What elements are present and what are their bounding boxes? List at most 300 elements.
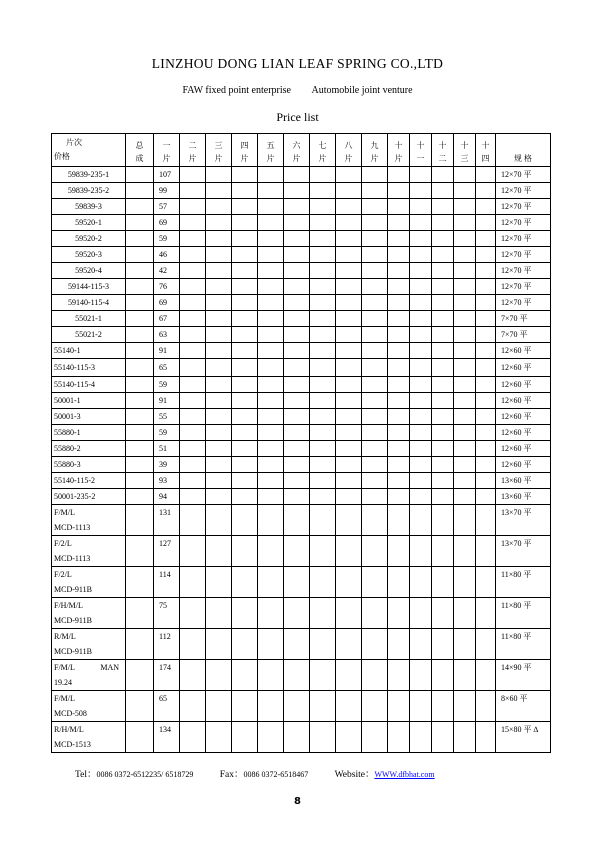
empty-cell [388,359,410,377]
empty-cell [258,295,284,311]
empty-cell [336,473,362,489]
empty-cell [454,343,476,359]
empty-cell [410,691,432,722]
empty-cell [232,263,258,279]
model-cell: 55140-115-4 [52,377,126,393]
price-cell: 112 [154,629,180,660]
empty-cell [362,473,388,489]
empty-cell [126,425,154,441]
model-cell: 59144-115-3 [52,279,126,295]
empty-cell [206,598,232,629]
table-row [52,183,551,199]
empty-cell [388,263,410,279]
empty-cell [454,660,476,691]
empty-cell [336,441,362,457]
empty-cell [206,295,232,311]
empty-cell [362,691,388,722]
empty-cell [362,183,388,199]
empty-cell [126,199,154,215]
empty-cell [476,231,496,247]
piece-header-line1: 十 [460,141,469,150]
spec-header-cell: 规 格 [496,134,551,167]
empty-cell [362,536,388,567]
empty-cell [336,263,362,279]
empty-cell [476,598,496,629]
spec-cell: 13×70 平 [496,505,551,536]
model-line1: F/2/L [54,570,72,579]
empty-cell [126,489,154,505]
empty-cell [284,567,310,598]
empty-cell [284,183,310,199]
model-line2: MCD-911B [54,585,92,594]
empty-cell [336,629,362,660]
piece-header-cell [310,134,336,167]
empty-cell [126,505,154,536]
empty-cell [126,263,154,279]
model-extra: MAN [100,663,119,672]
empty-cell [454,691,476,722]
empty-cell [180,263,206,279]
empty-cell [388,343,410,359]
empty-cell [310,629,336,660]
empty-cell [180,343,206,359]
empty-cell [232,425,258,441]
piece-header-line2: 片 [240,154,249,163]
empty-cell [454,215,476,231]
empty-cell [476,359,496,377]
empty-cell [180,167,206,183]
empty-cell [476,441,496,457]
empty-cell [432,598,454,629]
empty-cell [206,199,232,215]
table-header-row [52,134,551,167]
empty-cell [476,722,496,753]
empty-cell [432,691,454,722]
table-row [52,199,551,215]
empty-cell [454,505,476,536]
empty-cell [284,457,310,473]
model-cell [52,536,126,567]
empty-cell [232,393,258,409]
empty-cell [258,377,284,393]
table-row [52,327,551,343]
empty-cell [206,505,232,536]
empty-cell [410,359,432,377]
empty-cell [410,457,432,473]
empty-cell [410,629,432,660]
empty-cell [284,247,310,263]
spec-cell: 12×70 平 [496,247,551,263]
empty-cell [410,231,432,247]
empty-cell [362,377,388,393]
empty-cell [258,473,284,489]
price-cell: 127 [154,536,180,567]
empty-cell [180,295,206,311]
empty-cell [206,722,232,753]
empty-cell [362,505,388,536]
empty-cell [126,722,154,753]
empty-cell [206,393,232,409]
model-cell: 55880-1 [52,425,126,441]
table-row [52,167,551,183]
empty-cell [258,691,284,722]
model-cell [52,598,126,629]
model-cell: 59140-115-4 [52,295,126,311]
empty-cell [410,489,432,505]
empty-cell [336,377,362,393]
empty-cell [180,199,206,215]
empty-cell [284,722,310,753]
model-cell: 59520-4 [52,263,126,279]
empty-cell [432,489,454,505]
piece-header-cell [432,134,454,167]
company-subtitle [0,85,595,96]
price-cell: 76 [154,279,180,295]
spec-cell: 13×60 平 [496,489,551,505]
piece-header-cell [454,134,476,167]
empty-cell [258,409,284,425]
empty-cell [232,567,258,598]
empty-cell [476,295,496,311]
empty-cell [310,231,336,247]
empty-cell [180,691,206,722]
empty-cell [258,263,284,279]
empty-cell [310,215,336,231]
empty-cell [284,425,310,441]
empty-cell [362,263,388,279]
empty-cell [284,359,310,377]
empty-cell [232,409,258,425]
empty-cell [284,393,310,409]
empty-cell [476,567,496,598]
price-cell: 107 [154,167,180,183]
empty-cell [284,199,310,215]
tel-value: 0086 0372-6512235/ 6518729 [96,770,194,779]
empty-cell [388,377,410,393]
empty-cell [476,327,496,343]
empty-cell [362,660,388,691]
empty-cell [180,393,206,409]
empty-cell [454,393,476,409]
empty-cell [206,536,232,567]
piece-header-cell [232,134,258,167]
total-header-line2: 成 [135,154,144,163]
empty-cell [454,598,476,629]
empty-cell [232,247,258,263]
empty-cell [476,536,496,567]
empty-cell [126,183,154,199]
spec-cell: 14×90 平 [496,660,551,691]
price-cell: 91 [154,393,180,409]
empty-cell [180,425,206,441]
spec-cell: 11×80 平 [496,629,551,660]
piece-header-line1: 四 [240,141,249,150]
empty-cell [232,311,258,327]
empty-cell [180,279,206,295]
model-cell: 59520-1 [52,215,126,231]
empty-cell [388,473,410,489]
empty-cell [476,473,496,489]
empty-cell [258,327,284,343]
table-row [52,598,551,629]
empty-cell [410,567,432,598]
empty-cell [410,343,432,359]
empty-cell [362,567,388,598]
empty-cell [206,263,232,279]
table-row [52,393,551,409]
empty-cell [388,598,410,629]
empty-cell [310,377,336,393]
piece-header-cell [180,134,206,167]
empty-cell [362,167,388,183]
model-cell [52,505,126,536]
spec-cell: 15×80 平 ∆ [496,722,551,753]
spec-cell: 12×70 平 [496,231,551,247]
empty-cell [388,441,410,457]
empty-cell [126,660,154,691]
empty-cell [336,457,362,473]
empty-cell [258,247,284,263]
empty-cell [284,441,310,457]
empty-cell [362,215,388,231]
empty-cell [336,393,362,409]
empty-cell [432,167,454,183]
spec-cell: 12×70 平 [496,279,551,295]
model-cell: 59839-235-2 [52,183,126,199]
empty-cell [126,167,154,183]
empty-cell [284,311,310,327]
empty-cell [126,567,154,598]
table-row [52,231,551,247]
empty-cell [232,489,258,505]
empty-cell [180,722,206,753]
empty-cell [126,231,154,247]
empty-cell [476,279,496,295]
empty-cell [310,660,336,691]
empty-cell [258,457,284,473]
empty-cell [410,598,432,629]
empty-cell [310,598,336,629]
empty-cell [180,567,206,598]
spec-cell: 12×70 平 [496,199,551,215]
price-cell: 93 [154,473,180,489]
piece-header-cell [476,134,496,167]
empty-cell [432,425,454,441]
empty-cell [336,231,362,247]
empty-cell [388,327,410,343]
empty-cell [206,167,232,183]
empty-cell [454,327,476,343]
empty-cell [476,167,496,183]
empty-cell [310,343,336,359]
empty-cell [362,489,388,505]
empty-cell [362,279,388,295]
empty-cell [206,691,232,722]
table-row [52,505,551,536]
table-row [52,536,551,567]
empty-cell [432,409,454,425]
empty-cell [284,629,310,660]
empty-cell [180,473,206,489]
empty-cell [126,441,154,457]
empty-cell [336,598,362,629]
empty-cell [180,359,206,377]
piece-header-line1: 六 [292,141,301,150]
empty-cell [362,199,388,215]
piece-header-cell [388,134,410,167]
empty-cell [388,629,410,660]
piece-header-line2: 片 [188,154,197,163]
empty-cell [284,279,310,295]
table-row [52,660,551,691]
fax-label: Fax： [219,770,244,780]
empty-cell [388,425,410,441]
empty-cell [232,505,258,536]
empty-cell [232,199,258,215]
empty-cell [284,409,310,425]
empty-cell [362,295,388,311]
model-cell: 55880-2 [52,441,126,457]
empty-cell [476,409,496,425]
piece-header-line1: 二 [188,141,197,150]
empty-cell [206,215,232,231]
table-row [52,722,551,753]
empty-cell [410,409,432,425]
empty-cell [388,311,410,327]
total-header-cell [126,134,154,167]
model-line1: R/M/L [54,632,76,641]
tel-label: Tel： [75,770,97,780]
empty-cell [284,377,310,393]
empty-cell [362,311,388,327]
price-cell: 59 [154,425,180,441]
model-cell: 55880-3 [52,457,126,473]
empty-cell [454,425,476,441]
piece-header-cell [410,134,432,167]
piece-header-line2: 片 [292,154,301,163]
price-cell: 94 [154,489,180,505]
empty-cell [284,343,310,359]
empty-cell [180,409,206,425]
empty-cell [310,311,336,327]
model-cell: 55021-2 [52,327,126,343]
empty-cell [258,393,284,409]
spec-cell: 12×60 平 [496,425,551,441]
price-cell: 63 [154,327,180,343]
empty-cell [310,279,336,295]
website-link[interactable]: WWW.dfbhat.com [374,770,435,779]
empty-cell [206,457,232,473]
company-title: LINZHOU DONG LIAN LEAF SPRING CO.,LTD [151,56,444,71]
piece-header-cell [284,134,310,167]
empty-cell [432,722,454,753]
empty-cell [362,598,388,629]
empty-cell [180,505,206,536]
empty-cell [126,327,154,343]
empty-cell [232,536,258,567]
empty-cell [206,409,232,425]
empty-cell [206,567,232,598]
model-cell: 59839-235-1 [52,167,126,183]
piece-header-cell [336,134,362,167]
piece-header-line2: 二 [438,154,447,163]
piece-header-cell [258,134,284,167]
model-line2: MCD-1513 [54,740,91,749]
spec-cell: 13×70 平 [496,536,551,567]
empty-cell [126,598,154,629]
empty-cell [388,691,410,722]
empty-cell [432,215,454,231]
empty-cell [336,327,362,343]
empty-cell [206,425,232,441]
empty-cell [310,489,336,505]
empty-cell [410,311,432,327]
empty-cell [310,441,336,457]
empty-cell [284,327,310,343]
empty-cell [258,359,284,377]
table-row [52,629,551,660]
empty-cell [232,660,258,691]
model-cell: 55140-115-3 [52,359,126,377]
empty-cell [454,263,476,279]
empty-cell [206,489,232,505]
empty-cell [126,536,154,567]
empty-cell [180,441,206,457]
empty-cell [336,567,362,598]
empty-cell [126,311,154,327]
table-row [52,263,551,279]
empty-cell [410,473,432,489]
empty-cell [206,279,232,295]
empty-cell [388,457,410,473]
model-line1: F/M/L [54,508,75,517]
model-cell [52,660,126,691]
empty-cell [336,489,362,505]
spec-cell: 12×70 平 [496,167,551,183]
empty-cell [336,247,362,263]
empty-cell [258,722,284,753]
empty-cell [388,409,410,425]
empty-cell [362,343,388,359]
empty-cell [476,343,496,359]
empty-cell [336,660,362,691]
empty-cell [336,215,362,231]
empty-cell [432,629,454,660]
empty-cell [410,167,432,183]
model-cell [52,629,126,660]
piece-header-line2: 一 [416,154,425,163]
empty-cell [454,231,476,247]
empty-cell [336,722,362,753]
price-cell: 51 [154,441,180,457]
empty-cell [336,425,362,441]
empty-cell [362,327,388,343]
empty-cell [284,167,310,183]
price-cell: 46 [154,247,180,263]
empty-cell [432,311,454,327]
empty-cell [232,377,258,393]
model-line2: MCD-911B [54,616,92,625]
empty-cell [284,231,310,247]
piece-header-line1: 三 [214,141,223,150]
empty-cell [180,311,206,327]
empty-cell [388,215,410,231]
model-cell: 50001-235-2 [52,489,126,505]
empty-cell [310,536,336,567]
piece-header-line2: 片 [266,154,275,163]
price-cell: 59 [154,231,180,247]
empty-cell [232,691,258,722]
